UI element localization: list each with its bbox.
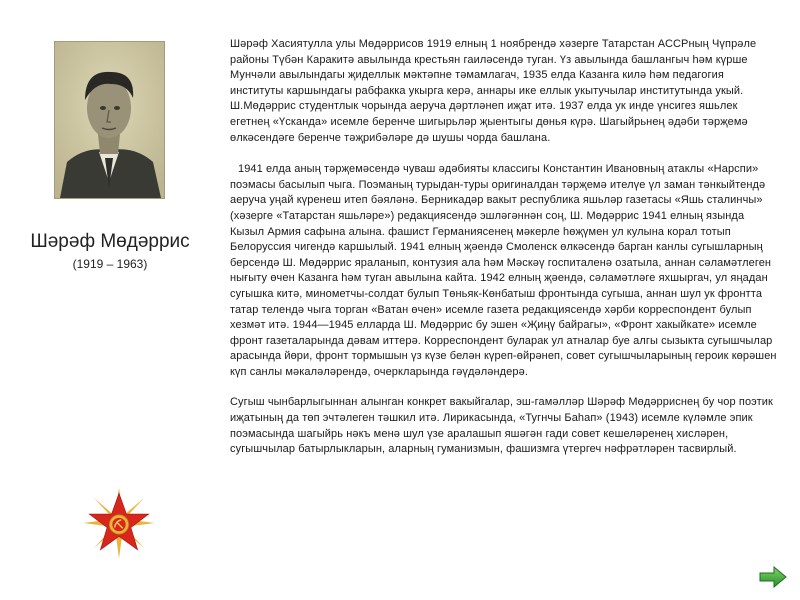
paragraph-3: Сугыш чынбарлыгыннан алынган конкрет вакыйгалар, эш-гамәлләр Шәрәф Мөдәрриснең бу чор поэтик иҗатының да төп эчтәлеген тәшкил итә. Лирикасында, «Тугнчы Баһап» (1943) исемле күләмле эпик поэмасында шагыйрь нәкъ менә шул үзе аралашып яшәгән гади совет кешеләренең хисләрен, сугышчылар батырлыкларын, аларның гуманизмын, фашизмга үтергеч нәфрәтләрен тасвирлый. [230, 396, 773, 456]
paragraph-2: 1941 елда аның тәрҗемәсендә чуваш әдәбияты классигы Константин Ивановның атаклы «Нарспи» поэмасы басылып чыга. Поэманың турыдан-туры оригиналдан тәрҗемә ителүе үл заман тәнкыйтендә аеруча уңай күренеш итеп бәяләнә. Берникадәр вакыт республика яшьләр газетасы «Яшь сталинчы» (хәзерге «Татарстан яшьләре») редакциясендә эшләгәннән соң, Ш. Мөдәррис 1941 елның язында Кызыл Армия сафына алына. фашист Германиясенең мәкерле һөҗүмен ул кулына корал тотып Белоруссия чигендә каршылый. 1941 елның җәендә Смоленск өлкәсендә барган канлы сугышларның берсендә Ш. Мөдәррис яраланып, контузия ала һәм Мәскәү госпиталенә озатыла, аннан сәламәтлеген нығыту өчен Казанга һәм туган авылына кайта. 1942 елның җәендә, сәламәтләге яхшыргач, ул яңадан сугышка китә, минометчы-солдат булып Төньяк-Көнбатыш фронтында сугыша, аннан шул ук фронтта татар телендә чыга торган «Ватан өчен» исемле газета редакциясендә хәрби корреспондент булып хезмәт итә. 1944—1945 елларда Ш. Мөдәррис бу эшен «Җиңү байрагы», «Фронт хакыйкате» исемле фронт газеталарында дәвам иттерә. Корреспондент буларак ул атналар буе алгы сызыкта сугышчылар арасында йөри, фронт тормышын үз күзе белән күреп-өйрәнеп, совет сугышчыларының героик көрәшен күп санлы мәкаләләрендә, очеркларында гәүдәләндерә. [230, 163, 777, 378]
person-years: (1919 – 1963) [72, 257, 148, 271]
person-name: Шәрәф Мөдәррис [30, 231, 190, 252]
paragraph-1: Шәрәф Хасиятулла улы Мөдәррисов 1919 елның 1 ноябрендә хәзерге Татарстан АССРның Чүпрәле районы Түбән Каракитә авылында крестьян гаиләсендә туган. Үз авылында башлангыч һәм күрше Мунчәли авылындагы җиделлык мәктәпне тәмамлагач, 1935 елда Казанга килә һәм педагогия институты каршындагы рабфакка укырга керә, аннары ике еллык укытучылар институтында укый. Ш.Мөдәррис студентлык чорында аеруча дәртләнеп иҗат итә. 1937 елда ук инде үнсигез яшьлек егетнең «Үсканда» исемле беренче шигырьләр җыентыгы дөнья күрә. Шагыйрьнең әдәби тәрҗемә өлкәсендәге беренче тәҗрибәләре дә шушы чорда башлана. [230, 38, 757, 144]
portrait-image [55, 42, 164, 198]
biography-text [230, 37, 780, 458]
green-arrow-right-icon [758, 566, 788, 588]
red-star-order-icon [82, 486, 156, 560]
portrait-photo [54, 41, 165, 199]
next-slide-button[interactable] [758, 566, 788, 588]
